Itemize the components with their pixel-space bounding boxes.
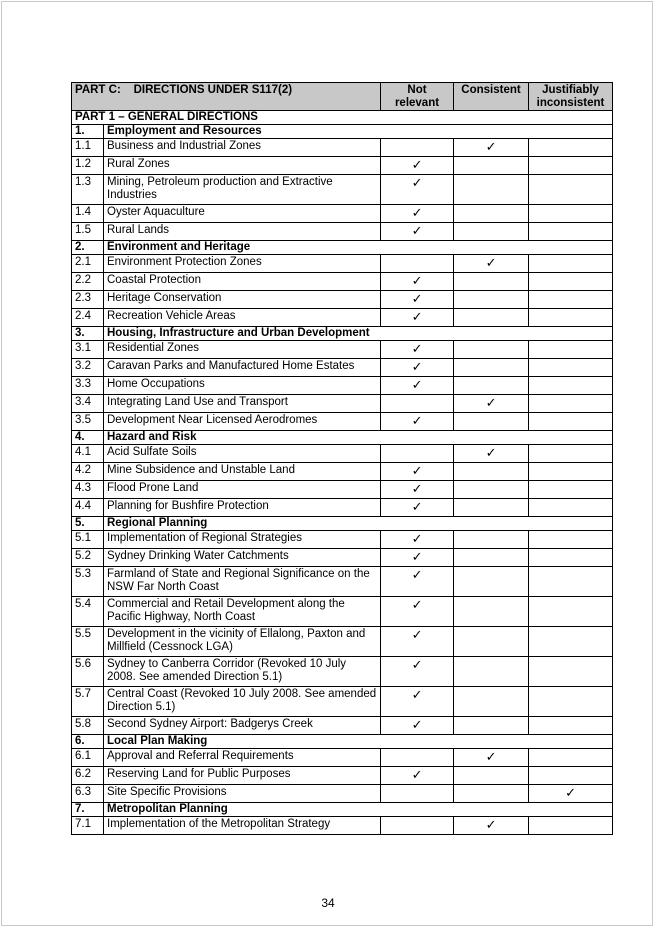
cell-consistent xyxy=(454,597,529,627)
direction-title: Site Specific Provisions xyxy=(104,785,381,803)
cell-consistent xyxy=(454,413,529,431)
table-row xyxy=(72,817,613,835)
check-mark-icon: ✓ xyxy=(411,205,423,220)
cell-not-relevant xyxy=(381,627,454,657)
direction-title: Coastal Protection xyxy=(104,273,381,291)
cell-justifiably-inconsistent xyxy=(529,657,613,687)
cell-justifiably-inconsistent xyxy=(529,817,613,835)
table-row xyxy=(72,413,613,431)
page-number: 34 xyxy=(321,896,335,910)
part-title: PART 1 – GENERAL DIRECTIONS xyxy=(72,111,613,125)
direction-number: 4.3 xyxy=(72,481,104,499)
table-row xyxy=(72,223,613,241)
direction-number: 1.1 xyxy=(72,139,104,157)
category-title: Environment and Heritage xyxy=(104,241,613,255)
direction-title: Reserving Land for Public Purposes xyxy=(104,767,381,785)
direction-title: Integrating Land Use and Transport xyxy=(104,395,381,413)
category-number: 3. xyxy=(72,327,104,341)
cell-consistent xyxy=(454,139,529,157)
cell-not-relevant xyxy=(381,139,454,157)
check-mark-icon: ✓ xyxy=(485,395,497,410)
cell-not-relevant xyxy=(381,291,454,309)
direction-number: 5.6 xyxy=(72,657,104,687)
cell-consistent xyxy=(454,359,529,377)
cell-consistent xyxy=(454,273,529,291)
header-title-cell xyxy=(72,83,381,111)
cell-consistent xyxy=(454,481,529,499)
direction-number: 3.2 xyxy=(72,359,104,377)
direction-number: 4.2 xyxy=(72,463,104,481)
table-header-row xyxy=(72,83,613,111)
category-title: Regional Planning xyxy=(104,517,613,531)
direction-title: Commercial and Retail Development along the Pacific Highway, North Coast xyxy=(104,597,381,627)
cell-not-relevant xyxy=(381,223,454,241)
table-row xyxy=(72,377,613,395)
table-row xyxy=(72,175,613,205)
direction-title: Central Coast (Revoked 10 July 2008. See amended Direction 5.1) xyxy=(104,687,381,717)
category-row xyxy=(72,735,613,749)
cell-not-relevant xyxy=(381,205,454,223)
cell-justifiably-inconsistent xyxy=(529,627,613,657)
check-mark-icon: ✓ xyxy=(411,499,423,514)
direction-number: 7.1 xyxy=(72,817,104,835)
cell-justifiably-inconsistent xyxy=(529,395,613,413)
table-row xyxy=(72,309,613,327)
check-mark-icon: ✓ xyxy=(411,567,423,582)
direction-number: 5.8 xyxy=(72,717,104,735)
cell-consistent xyxy=(454,341,529,359)
check-mark-icon: ✓ xyxy=(411,291,423,306)
direction-number: 4.4 xyxy=(72,499,104,517)
cell-justifiably-inconsistent xyxy=(529,499,613,517)
direction-title: Acid Sulfate Soils xyxy=(104,445,381,463)
cell-not-relevant xyxy=(381,817,454,835)
cell-justifiably-inconsistent xyxy=(529,749,613,767)
category-title: Metropolitan Planning xyxy=(104,803,613,817)
direction-number: 6.3 xyxy=(72,785,104,803)
table-row xyxy=(72,359,613,377)
check-mark-icon: ✓ xyxy=(411,223,423,238)
cell-not-relevant xyxy=(381,749,454,767)
category-number: 2. xyxy=(72,241,104,255)
category-title: Local Plan Making xyxy=(104,735,613,749)
table-row xyxy=(72,273,613,291)
table-row xyxy=(72,445,613,463)
cell-consistent xyxy=(454,717,529,735)
category-number: 4. xyxy=(72,431,104,445)
cell-not-relevant xyxy=(381,273,454,291)
cell-consistent xyxy=(454,377,529,395)
cell-consistent xyxy=(454,687,529,717)
cell-justifiably-inconsistent xyxy=(529,139,613,157)
check-mark-icon: ✓ xyxy=(565,785,576,800)
check-mark-icon: ✓ xyxy=(411,377,423,392)
direction-title: Development in the vicinity of Ellalong, Paxton and Millfield (Cessnock LGA) xyxy=(104,627,381,657)
header-title: DIRECTIONS UNDER S117(2) xyxy=(133,84,293,96)
cell-not-relevant xyxy=(381,395,454,413)
table-row xyxy=(72,395,613,413)
category-row xyxy=(72,327,613,341)
check-mark-icon: ✓ xyxy=(411,687,423,702)
check-mark-icon: ✓ xyxy=(411,309,423,324)
check-mark-icon: ✓ xyxy=(411,717,423,732)
check-mark-icon: ✓ xyxy=(411,463,423,478)
cell-justifiably-inconsistent xyxy=(529,205,613,223)
cell-not-relevant xyxy=(381,157,454,175)
direction-title: Implementation of the Metropolitan Strategy xyxy=(104,817,381,835)
cell-consistent xyxy=(454,785,529,803)
table-row xyxy=(72,531,613,549)
cell-not-relevant xyxy=(381,549,454,567)
cell-consistent xyxy=(454,223,529,241)
check-mark-icon: ✓ xyxy=(411,531,423,546)
check-mark-icon: ✓ xyxy=(485,817,497,832)
category-number: 1. xyxy=(72,125,104,139)
direction-number: 3.1 xyxy=(72,341,104,359)
cell-consistent xyxy=(454,567,529,597)
direction-title: Oyster Aquaculture xyxy=(104,205,381,223)
cell-not-relevant xyxy=(381,341,454,359)
cell-consistent xyxy=(454,767,529,785)
table-row xyxy=(72,139,613,157)
table-row xyxy=(72,687,613,717)
direction-number: 2.3 xyxy=(72,291,104,309)
direction-title: Mining, Petroleum production and Extractive Industries xyxy=(104,175,381,205)
cell-consistent xyxy=(454,499,529,517)
cell-justifiably-inconsistent xyxy=(529,175,613,205)
category-row xyxy=(72,517,613,531)
cell-not-relevant xyxy=(381,785,454,803)
cell-not-relevant xyxy=(381,597,454,627)
direction-title: Development Near Licensed Aerodromes xyxy=(104,413,381,431)
direction-number: 1.4 xyxy=(72,205,104,223)
cell-justifiably-inconsistent xyxy=(529,273,613,291)
table-row xyxy=(72,717,613,735)
cell-not-relevant xyxy=(381,413,454,431)
check-mark-icon: ✓ xyxy=(485,139,497,154)
header-justifiably-inconsistent: Justifiably inconsistent xyxy=(529,83,613,111)
category-title: Employment and Resources xyxy=(104,125,613,139)
cell-consistent xyxy=(454,463,529,481)
category-row xyxy=(72,125,613,139)
check-mark-icon: ✓ xyxy=(411,341,423,356)
direction-title: Environment Protection Zones xyxy=(104,255,381,273)
direction-number: 5.7 xyxy=(72,687,104,717)
direction-title: Sydney Drinking Water Catchments xyxy=(104,549,381,567)
table-row xyxy=(72,657,613,687)
direction-title: Farmland of State and Regional Significance on the NSW Far North Coast xyxy=(104,567,381,597)
direction-title: Mine Subsidence and Unstable Land xyxy=(104,463,381,481)
cell-justifiably-inconsistent xyxy=(529,445,613,463)
direction-number: 2.1 xyxy=(72,255,104,273)
direction-title: Second Sydney Airport: Badgerys Creek xyxy=(104,717,381,735)
direction-title: Business and Industrial Zones xyxy=(104,139,381,157)
direction-title: Implementation of Regional Strategies xyxy=(104,531,381,549)
direction-title: Sydney to Canberra Corridor (Revoked 10 July 2008. See amended Direction 5.1) xyxy=(104,657,381,687)
cell-consistent xyxy=(454,205,529,223)
cell-consistent xyxy=(454,445,529,463)
directions-table xyxy=(71,82,613,835)
cell-justifiably-inconsistent xyxy=(529,785,613,803)
cell-justifiably-inconsistent xyxy=(529,341,613,359)
table-row xyxy=(72,567,613,597)
part-row xyxy=(72,111,613,125)
cell-consistent xyxy=(454,549,529,567)
check-mark-icon: ✓ xyxy=(485,255,497,270)
cell-justifiably-inconsistent xyxy=(529,717,613,735)
cell-consistent xyxy=(454,817,529,835)
cell-not-relevant xyxy=(381,377,454,395)
cell-not-relevant xyxy=(381,687,454,717)
cell-not-relevant xyxy=(381,481,454,499)
cell-consistent xyxy=(454,157,529,175)
cell-justifiably-inconsistent xyxy=(529,531,613,549)
table-row xyxy=(72,549,613,567)
check-mark-icon: ✓ xyxy=(411,549,423,564)
cell-justifiably-inconsistent xyxy=(529,687,613,717)
cell-not-relevant xyxy=(381,717,454,735)
check-mark-icon: ✓ xyxy=(411,413,423,428)
cell-justifiably-inconsistent xyxy=(529,567,613,597)
direction-number: 5.5 xyxy=(72,627,104,657)
header-consistent: Consistent xyxy=(454,83,529,111)
cell-justifiably-inconsistent xyxy=(529,481,613,499)
category-row xyxy=(72,241,613,255)
direction-number: 3.5 xyxy=(72,413,104,431)
table-row xyxy=(72,627,613,657)
category-number: 5. xyxy=(72,517,104,531)
cell-consistent xyxy=(454,749,529,767)
table-row xyxy=(72,255,613,273)
direction-number: 5.3 xyxy=(72,567,104,597)
direction-number: 1.3 xyxy=(72,175,104,205)
direction-number: 4.1 xyxy=(72,445,104,463)
direction-title: Recreation Vehicle Areas xyxy=(104,309,381,327)
table-row xyxy=(72,463,613,481)
cell-not-relevant xyxy=(381,309,454,327)
direction-number: 1.5 xyxy=(72,223,104,241)
cell-not-relevant xyxy=(381,499,454,517)
cell-justifiably-inconsistent xyxy=(529,359,613,377)
cell-not-relevant xyxy=(381,463,454,481)
check-mark-icon: ✓ xyxy=(411,359,423,374)
direction-number: 3.4 xyxy=(72,395,104,413)
direction-number: 3.3 xyxy=(72,377,104,395)
cell-justifiably-inconsistent xyxy=(529,309,613,327)
direction-number: 5.4 xyxy=(72,597,104,627)
cell-justifiably-inconsistent xyxy=(529,463,613,481)
cell-consistent xyxy=(454,657,529,687)
table-row xyxy=(72,157,613,175)
cell-consistent xyxy=(454,627,529,657)
cell-justifiably-inconsistent xyxy=(529,157,613,175)
cell-not-relevant xyxy=(381,567,454,597)
direction-number: 1.2 xyxy=(72,157,104,175)
direction-title: Flood Prone Land xyxy=(104,481,381,499)
check-mark-icon: ✓ xyxy=(411,157,423,172)
check-mark-icon: ✓ xyxy=(411,627,423,642)
check-mark-icon: ✓ xyxy=(411,597,423,612)
cell-not-relevant xyxy=(381,657,454,687)
cell-justifiably-inconsistent xyxy=(529,549,613,567)
cell-consistent xyxy=(454,395,529,413)
table-row xyxy=(72,205,613,223)
header-part: PART C: xyxy=(75,84,121,96)
category-title: Housing, Infrastructure and Urban Development xyxy=(104,327,613,341)
category-row xyxy=(72,803,613,817)
cell-consistent xyxy=(454,175,529,205)
cell-justifiably-inconsistent xyxy=(529,597,613,627)
cell-not-relevant xyxy=(381,359,454,377)
category-title: Hazard and Risk xyxy=(104,431,613,445)
direction-number: 6.1 xyxy=(72,749,104,767)
direction-title: Approval and Referral Requirements xyxy=(104,749,381,767)
table-row xyxy=(72,785,613,803)
direction-number: 5.2 xyxy=(72,549,104,567)
check-mark-icon: ✓ xyxy=(411,481,423,496)
cell-consistent xyxy=(454,309,529,327)
table-row xyxy=(72,597,613,627)
direction-title: Rural Lands xyxy=(104,223,381,241)
direction-title: Home Occupations xyxy=(104,377,381,395)
category-row xyxy=(72,431,613,445)
cell-not-relevant xyxy=(381,255,454,273)
cell-justifiably-inconsistent xyxy=(529,255,613,273)
cell-consistent xyxy=(454,291,529,309)
direction-number: 2.2 xyxy=(72,273,104,291)
cell-not-relevant xyxy=(381,767,454,785)
table-row xyxy=(72,291,613,309)
cell-not-relevant xyxy=(381,445,454,463)
cell-justifiably-inconsistent xyxy=(529,377,613,395)
check-mark-icon: ✓ xyxy=(411,767,423,782)
check-mark-icon: ✓ xyxy=(485,445,497,460)
direction-title: Rural Zones xyxy=(104,157,381,175)
direction-title: Caravan Parks and Manufactured Home Estates xyxy=(104,359,381,377)
direction-number: 5.1 xyxy=(72,531,104,549)
category-number: 6. xyxy=(72,735,104,749)
table-row xyxy=(72,499,613,517)
table-row xyxy=(72,481,613,499)
cell-not-relevant xyxy=(381,531,454,549)
check-mark-icon: ✓ xyxy=(411,657,423,672)
direction-title: Planning for Bushfire Protection xyxy=(104,499,381,517)
check-mark-icon: ✓ xyxy=(411,175,423,190)
cell-justifiably-inconsistent xyxy=(529,767,613,785)
table-row xyxy=(72,341,613,359)
cell-justifiably-inconsistent xyxy=(529,291,613,309)
cell-consistent xyxy=(454,531,529,549)
cell-consistent xyxy=(454,255,529,273)
cell-justifiably-inconsistent xyxy=(529,223,613,241)
cell-justifiably-inconsistent xyxy=(529,413,613,431)
category-number: 7. xyxy=(72,803,104,817)
direction-number: 2.4 xyxy=(72,309,104,327)
check-mark-icon: ✓ xyxy=(411,273,423,288)
direction-title: Residential Zones xyxy=(104,341,381,359)
check-mark-icon: ✓ xyxy=(485,749,497,764)
table-row xyxy=(72,749,613,767)
cell-not-relevant xyxy=(381,175,454,205)
direction-number: 6.2 xyxy=(72,767,104,785)
table-row xyxy=(72,767,613,785)
header-not-relevant: Not relevant xyxy=(381,83,454,111)
direction-title: Heritage Conservation xyxy=(104,291,381,309)
